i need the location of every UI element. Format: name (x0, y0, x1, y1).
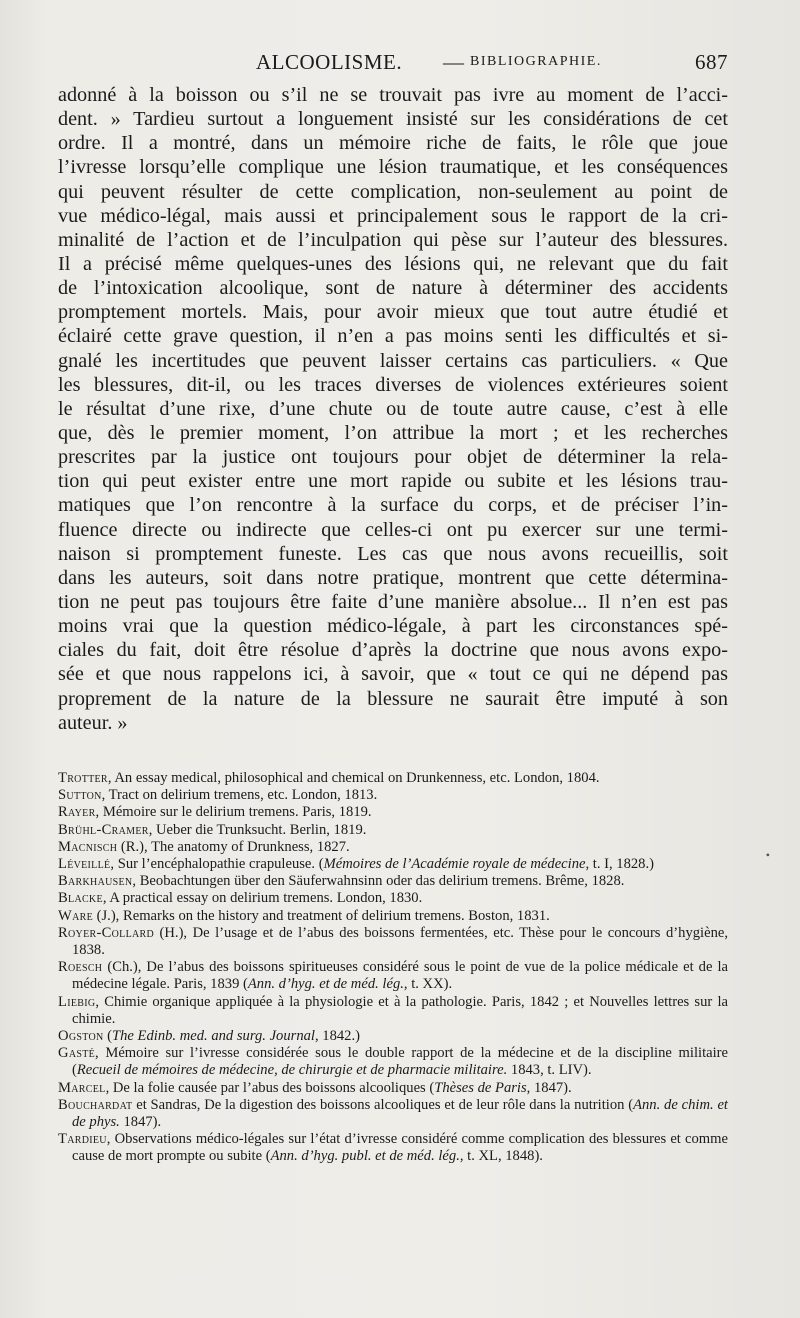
entry-text: , De la folie causée par l’abus des boissons alcooliques ( (105, 1079, 435, 1096)
bibliography-entry (58, 1097, 728, 1131)
entry-text: et Sandras, De la digestion des boissons alcooliques et de leur rôle dans la nutrition ( (132, 1096, 634, 1113)
bibliography-entry (58, 1028, 728, 1045)
text-line: tion qui peut exister entre une mort rapide ou subite et les lésions trau- (58, 470, 728, 493)
bibliography-entry (58, 890, 728, 907)
text-line: le résultat d’une rixe, d’une chute ou de toute autre cause, c’est à elle (58, 397, 728, 420)
entry-text: , Chimie organique appliquée à la physiologie et à la pathologie. Paris, 1842 ; et Nouvelles lettres sur la chimie. (72, 993, 728, 1027)
text-line: gnalé les incertitudes que peuvent laisser certains cas particuliers. « Que (58, 349, 728, 372)
text-line: tion ne peut pas toujours être faite d’une manière absolue... Il n’en est pas (58, 590, 728, 613)
text-line: adonné à la boisson ou s’il ne se trouvait pas ivre au moment de l’acci- (58, 84, 728, 106)
text-line: de l’intoxication alcoolique, sont de nature à déterminer des accidents (58, 277, 728, 300)
entry-author: Gasté (58, 1045, 96, 1062)
entry-source: Ann. d’hyg. et de méd. lég. (247, 976, 404, 993)
header-title: ALCOOLISME. (256, 50, 403, 74)
text-line: ciales du fait, doit être résolue d’après la doctrine que nous avons expo- (58, 639, 728, 662)
entry-author: Rayer (58, 804, 96, 821)
text-line: promptement mortels. Mais, pour avoir mieux que tout autre étudié et (58, 301, 728, 324)
bibliography-entry (58, 873, 728, 890)
entry-author: Bouchardat (58, 1096, 133, 1113)
text-line: Il a précisé même quelques-unes des lésions qui, ne relevant que du fait (58, 252, 728, 275)
entry-text: , A practical essay on delirium tremens. London, 1830. (102, 890, 423, 907)
entry-source: Mémoires de l’Académie royale de médecine (323, 856, 586, 873)
entry-text: (J.), Remarks on the history and treatment of delirium tremens. Boston, 1831. (92, 907, 550, 924)
bibliography-entry (58, 770, 728, 787)
entry-author: Marcel (58, 1079, 106, 1096)
entry-author: Ware (58, 907, 93, 924)
bibliography-entry (58, 839, 728, 856)
text-line: vue médico-légal, mais aussi et principalement sous le rapport de la cri- (58, 204, 728, 227)
entry-text: (H.), De l’usage et de l’abus des boissons fermentées, etc. Thèse pour le concours d’hygiène, 1838. (72, 924, 728, 959)
main-paragraph (58, 83, 728, 735)
entry-author: Sutton (58, 787, 102, 804)
bibliography-entry (58, 1045, 728, 1079)
bibliography-entry (58, 787, 728, 804)
entry-author: Barkhausen (58, 873, 133, 890)
entry-text: (R.), The anatomy of Drunkness, 1827. (117, 838, 350, 855)
entry-source: The Edinb. med. and surg. Journal (112, 1028, 315, 1045)
text-line: ordre. Il a montré, dans un mémoire riche de faits, le rôle que joue (58, 132, 728, 155)
bibliography-entry (58, 1080, 728, 1097)
text-line: moins vrai que la question médico-légale, à part les circonstances spé- (58, 615, 728, 638)
bibliography-entry (58, 994, 728, 1028)
text-line: les blessures, dit-il, ou les traces diverses de violences extérieures soient (58, 373, 728, 396)
entry-source: Ann. de chim. et de phys. (72, 1096, 728, 1131)
header-subtitle: BIBLIOGRAPHIE. (470, 54, 602, 69)
entry-tail: , t. XX). (403, 976, 453, 993)
entry-source: Ann. d’hyg. publ. et de méd. lég. (270, 1148, 460, 1165)
entry-text: , Mémoire sur le delirium tremens. Paris, 1819. (95, 804, 372, 821)
entry-tail: , 1847). (526, 1079, 572, 1096)
text-line: naison si promptement funeste. Les cas que nous avons recueillis, soit (58, 542, 728, 565)
entry-text: (Ch.), De l’abus des boissons spiritueuses considéré sous le point de vue de la police médicale et de la médecine légale. Paris, 1839 ( (72, 959, 728, 993)
text-line: sée et que nous rappelons ici, à savoir, que « tout ce qui ne dépend pas (58, 663, 728, 686)
header-separator: — (443, 50, 465, 74)
entry-tail: 1843, t. LIV). (507, 1062, 592, 1079)
entry-author: Blacke (58, 890, 103, 907)
entry-text: , Observations médico-légales sur l’état d’ivresse considéré comme complication des blessures et comme cause de mort prompte ou subite ( (72, 1131, 728, 1165)
text-line: auteur. » (58, 711, 128, 734)
bibliography-entry (58, 856, 728, 873)
bibliography-entry (58, 925, 728, 959)
page-number: 687 (695, 50, 728, 74)
entry-tail: 1847). (119, 1114, 162, 1131)
text-line: qui peuvent résulter de cette complication, non-seulement au point de (58, 180, 728, 203)
entry-author: Macnisch (58, 838, 118, 855)
entry-author: Tardieu (58, 1131, 107, 1148)
entry-tail: , t. I, 1828.) (585, 856, 654, 873)
text-line: dent. » Tardieu surtout a longuement insisté sur les considérations de cet (58, 108, 728, 131)
entry-author: Ogston (58, 1028, 104, 1045)
entry-source: Thèses de Paris (434, 1079, 527, 1096)
text-line: que, dès le premier moment, l’on attribue la mort ; et les recherches (58, 421, 728, 444)
text-line: éclairé cette grave question, il n’en a pas moins senti les difficultés et si- (58, 325, 728, 348)
bibliography-list (58, 770, 728, 1166)
text-line: proprement de la nature de la blessure ne saurait être imputé à son (58, 687, 728, 710)
text-line: prescrites par la justice ont toujours pour objet de déterminer la rela- (58, 446, 728, 469)
entry-author: Trotter (58, 770, 108, 786)
text-line: l’ivresse lorsqu’elle complique une lésion traumatique, et les conséquences (58, 156, 728, 179)
entry-source: Recueil de mémoires de médecine, de chirurgie et de pharmacie militaire. (76, 1062, 508, 1079)
text-line: dans les auteurs, soit dans notre pratique, montrent que cette détermina- (58, 566, 728, 589)
entry-author: Royer-Collard (58, 924, 155, 941)
entry-text: , Tract on delirium tremens, etc. London, 1813. (101, 787, 378, 804)
entry-author: Léveillé (58, 856, 111, 873)
entry-text: , Mémoire sur l’ivresse considérée sous le double rapport de la médecine et de la discipline militaire ( (72, 1045, 728, 1079)
entry-author: Roesch (58, 959, 103, 976)
running-header (58, 50, 728, 78)
bibliography-entry (58, 908, 728, 925)
text-line: fluence directe ou indirecte que celles-ci ont pu exercer sur une termi- (58, 518, 728, 541)
text-line: matiques que l’on rencontre à la surface du corps, et de préciser l’in- (58, 494, 728, 517)
entry-text: , Beobachtungen über den Säuferwahnsinn oder das delirium tremens. Brême, 1828. (132, 873, 625, 890)
entry-text: , Ueber die Trunksucht. Berlin, 1819. (148, 821, 367, 838)
entry-text: ( (103, 1028, 113, 1045)
bibliography-entry (58, 804, 728, 821)
entry-tail: , 1842.) (314, 1028, 360, 1045)
entry-text: , Sur l’encéphalopathie crapuleuse. ( (110, 856, 324, 873)
entry-author: Brühl-Cramer (58, 821, 149, 838)
entry-tail: , t. XL, 1848). (459, 1148, 543, 1165)
bibliography-entry (58, 959, 728, 993)
entry-text: , An essay medical, philosophical and chemical on Drunkenness, etc. London, 1804. (107, 770, 600, 786)
bibliography-entry (58, 1131, 728, 1165)
text-line: minalité de l’action et de l’inculpation qui pèse sur l’auteur des blessures. (58, 228, 728, 251)
bibliography-entry (58, 822, 728, 839)
margin-speck: • (765, 848, 770, 862)
entry-author: Liebig (58, 993, 96, 1010)
